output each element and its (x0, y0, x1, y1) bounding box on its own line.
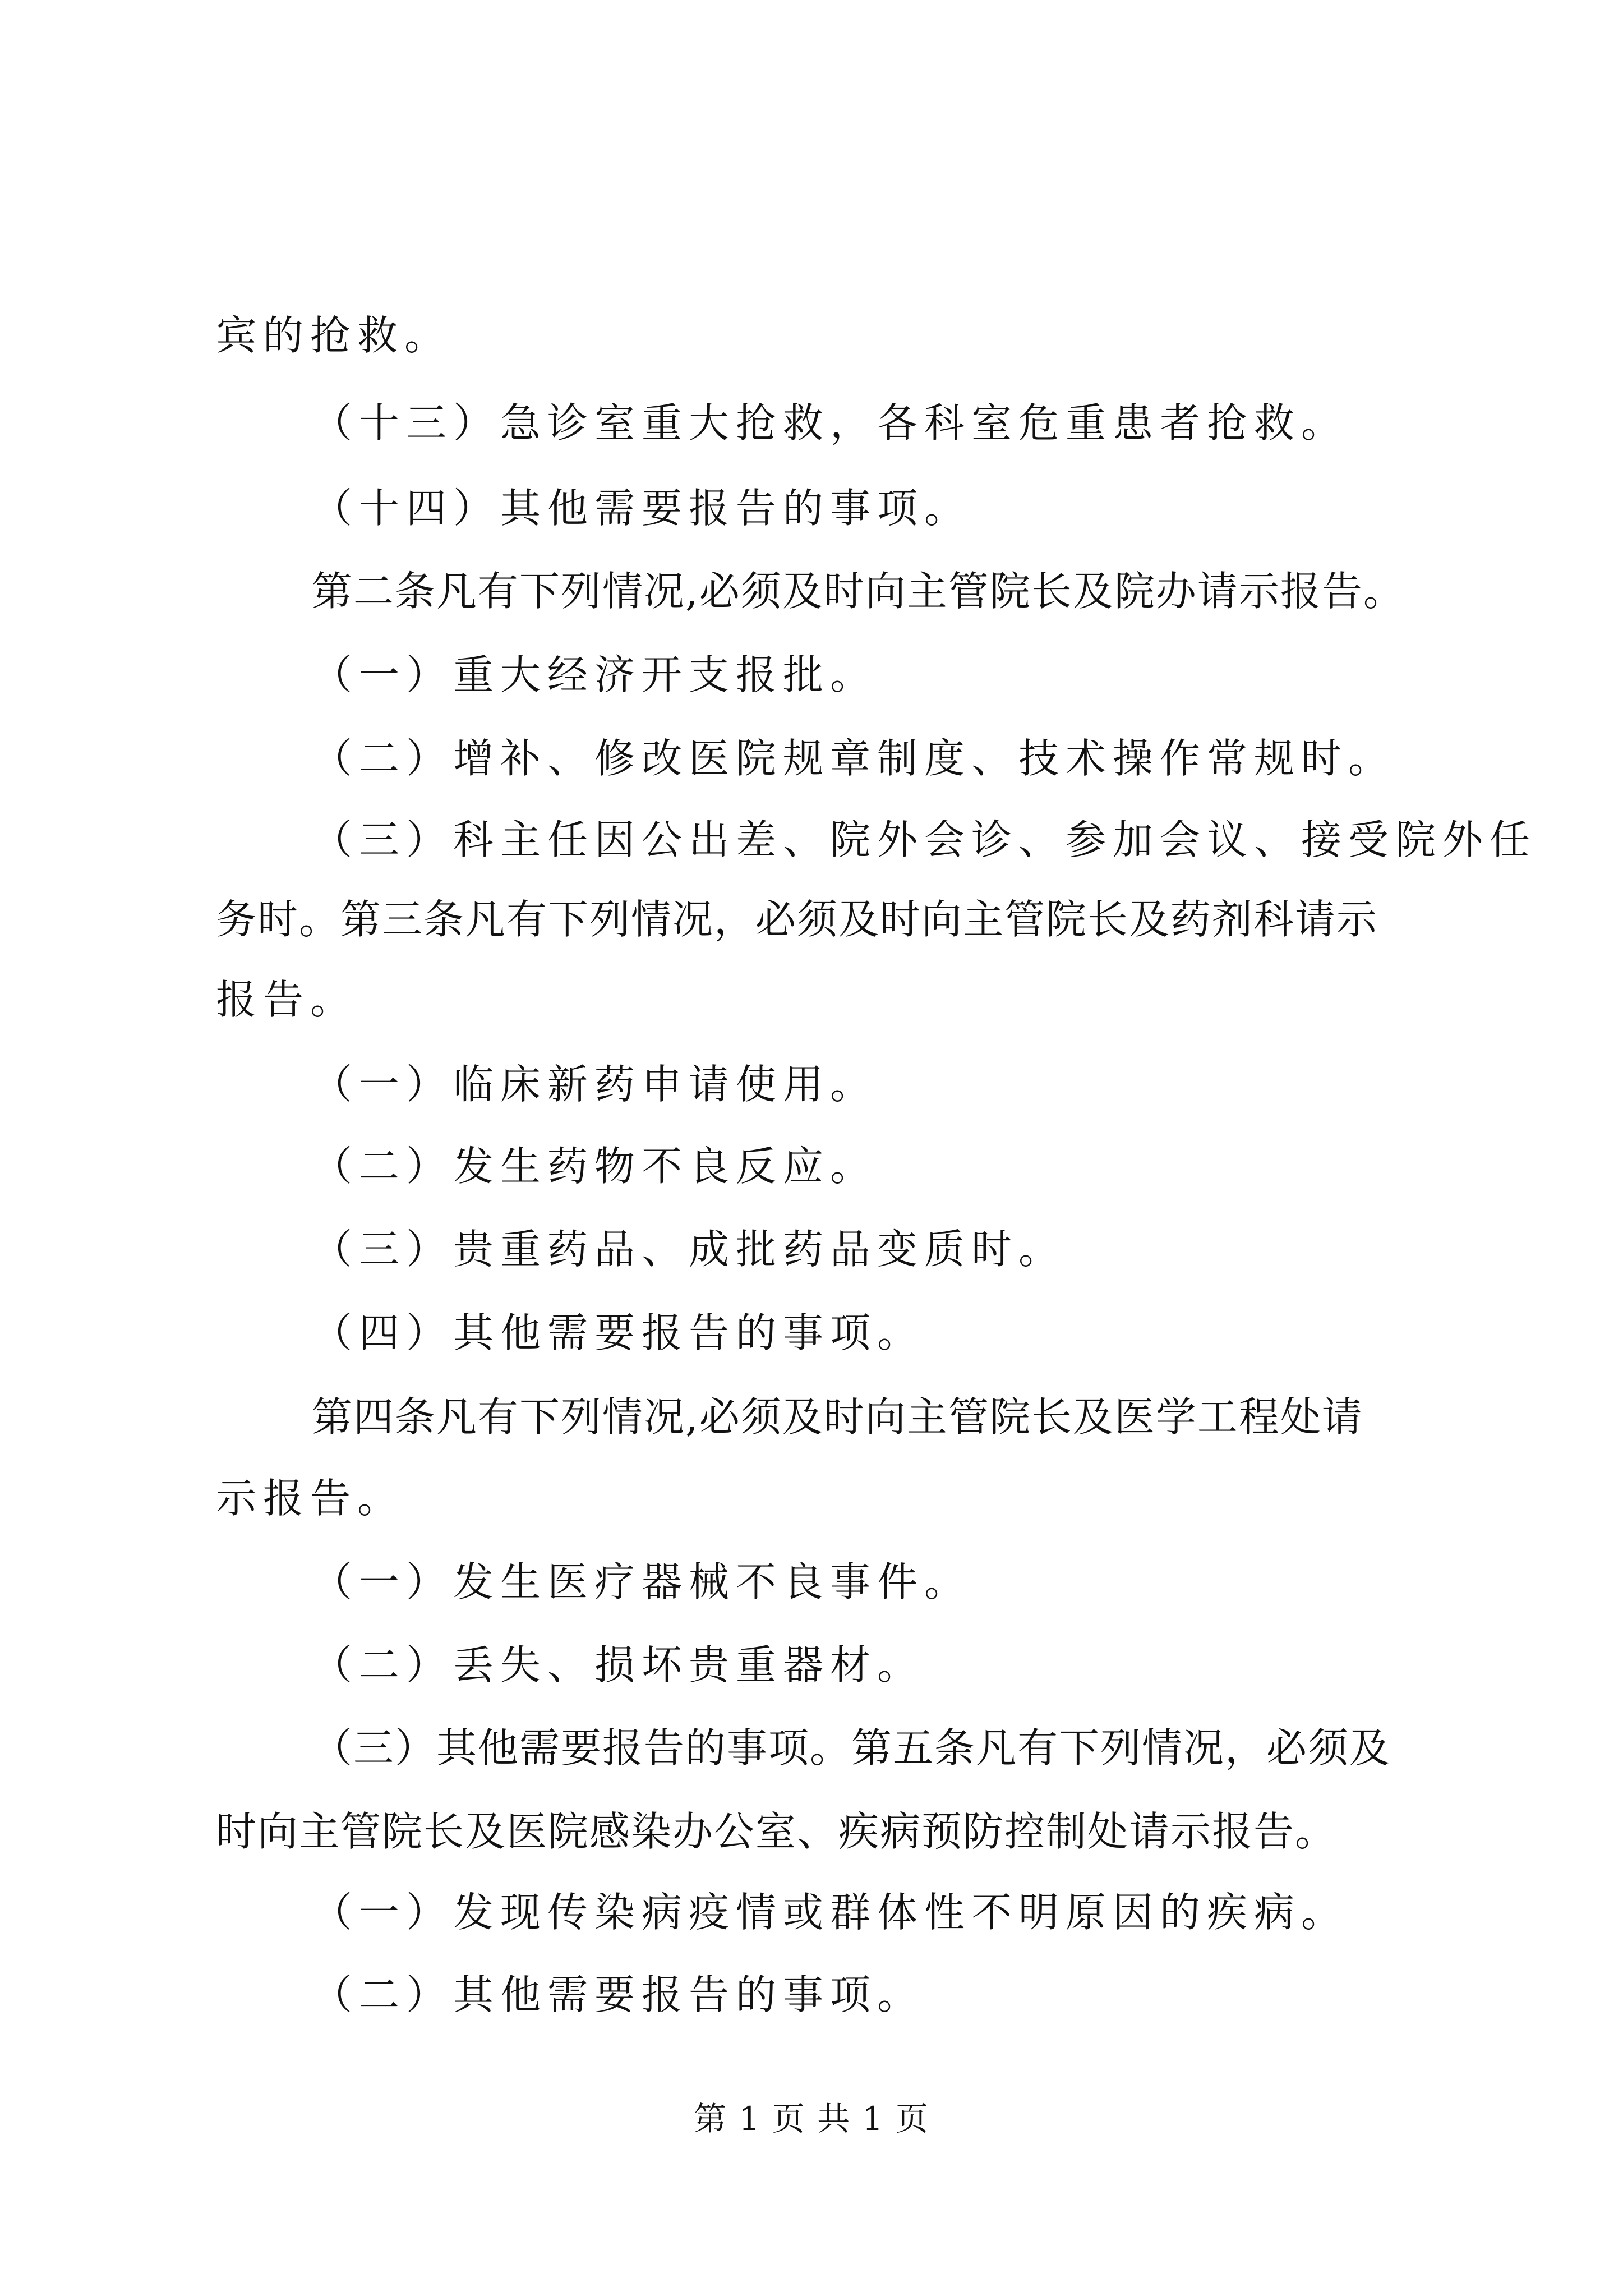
text-line: （三）其他需要报告的事项。第五条凡有下列情况，必须及 (312, 1724, 1391, 1772)
text-line: （二）发生药物不良反应。 (312, 1143, 878, 1190)
text-line: 第二条凡有下列情况,必须及时向主管院长及院办请示报告。 (312, 568, 1405, 615)
text-line: （十三）急诊室重大抢救，各科室危重患者抢救。 (312, 399, 1349, 447)
text-line: （三）科主任因公出差、院外会诊、参加会议、接受院外任 (312, 816, 1537, 863)
page-footer: 第 1 页 共 1 页 (694, 2100, 929, 2138)
text-line: （一）重大经济开支报批。 (312, 651, 878, 698)
text-line: （二）丢失、损坏贵重器材。 (312, 1641, 925, 1688)
text-line: 报告。 (216, 976, 358, 1023)
text-line: （一）发生医疗器械不良事件。 (312, 1558, 972, 1605)
text-line: 时向主管院长及医院感染办公室、疾病预防控制处请示报告。 (216, 1808, 1337, 1855)
text-line: （十四）其他需要报告的事项。 (312, 485, 972, 532)
text-line: （三）贵重药品、成批药品变质时。 (312, 1226, 1066, 1273)
text-line: 第四条凡有下列情况,必须及时向主管院长及医学工程处请 (312, 1393, 1363, 1441)
text-line: （一）临床新药申请使用。 (312, 1061, 878, 1108)
text-line: （四）其他需要报告的事项。 (312, 1309, 925, 1356)
text-line: （一）发现传染病疫情或群体性不明原因的疾病。 (312, 1889, 1349, 1936)
text-line: 务时。第三条凡有下列情况，必须及时向主管院长及药剂科请示 (216, 896, 1378, 943)
text-line: （二）其他需要报告的事项。 (312, 1971, 925, 2018)
text-line: 示报告。 (216, 1475, 405, 1522)
text-line: 宾的抢救。 (216, 312, 452, 359)
text-line: （二）增补、修改医院规章制度、技术操作常规时。 (312, 735, 1396, 782)
